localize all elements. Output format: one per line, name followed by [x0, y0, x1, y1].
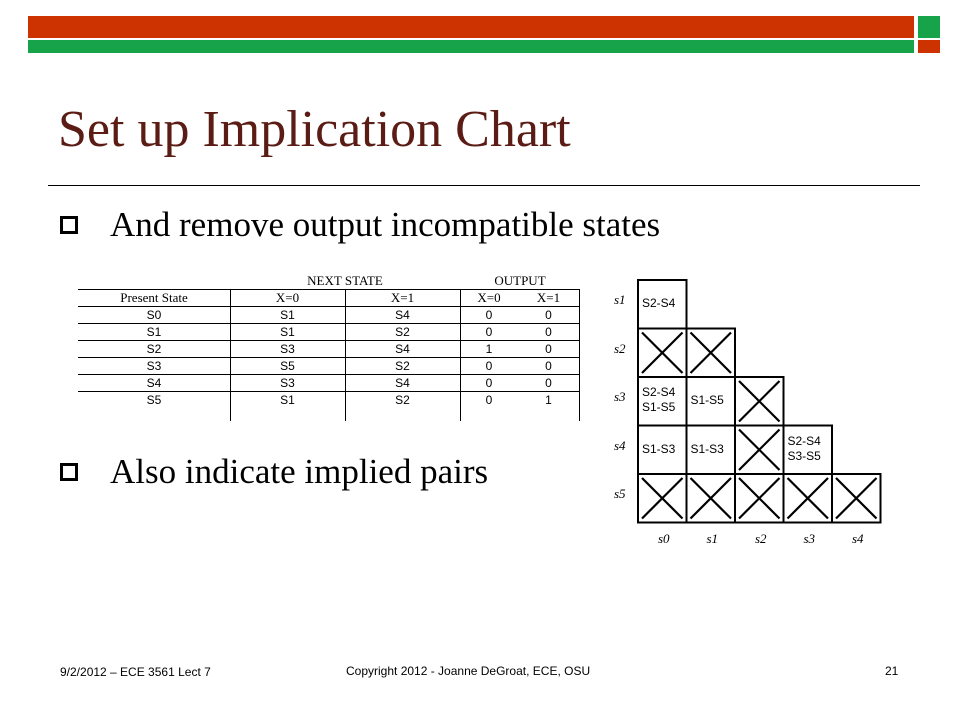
table-cell-state: S0: [146, 308, 162, 322]
header-bar-divider: [28, 53, 940, 54]
table-cell: S4: [395, 342, 410, 356]
table-cell-state: S1: [146, 325, 162, 339]
table-cell: S3: [280, 376, 295, 390]
page-number: 21: [885, 664, 899, 678]
table-cell: S1: [280, 308, 295, 322]
column-label: s4: [852, 530, 864, 546]
column-label: s3: [803, 530, 816, 546]
column-label: s2: [755, 530, 767, 546]
table-cell: S5: [280, 359, 295, 373]
implied-pair-text: S2-S4 S3-S5: [787, 433, 821, 463]
table-cell: 0: [545, 308, 552, 322]
bullet-item: [60, 452, 488, 492]
column-header: X=1: [390, 290, 415, 305]
bullet-item: [60, 205, 660, 245]
table-cell-state: S3: [146, 359, 162, 373]
table-cell: S3: [280, 342, 295, 356]
table-cell: S2: [395, 359, 410, 373]
implied-pair-text: S1-S3: [642, 441, 676, 456]
column-label: s0: [658, 530, 670, 546]
state-table: [78, 273, 580, 421]
column-header: Present State: [120, 290, 188, 305]
table-cell: S2: [395, 325, 410, 339]
footer-date-course: 9/2/2012 – ECE 3561 Lect 7: [60, 665, 211, 679]
table-cell: S2: [395, 393, 410, 407]
row-label: s4: [614, 437, 626, 453]
row-label: s5: [614, 486, 626, 501]
implied-pair-text: S2-S4: [642, 296, 676, 310]
implication-chart: [610, 278, 910, 553]
table-cell-state: S5: [146, 393, 162, 407]
row-label: s2: [614, 340, 626, 356]
group-header-output: OUTPUT: [494, 273, 546, 288]
table-cell: 0: [545, 359, 552, 373]
column-header: X=0: [477, 290, 501, 305]
table-cell: S1: [280, 393, 295, 407]
title-rule: [48, 185, 920, 186]
column-header: X=0: [275, 290, 300, 305]
table-cell: 0: [485, 376, 493, 390]
slide-title: Set up Implication Chart: [58, 101, 571, 158]
bullet-text: Also indicate implied pairs: [110, 452, 489, 491]
table-cell: 0: [545, 342, 552, 356]
implied-pair-text: S2-S4 S1-S5: [642, 385, 676, 414]
table-cell-state: S4: [146, 376, 162, 390]
header-square-red: [918, 40, 940, 53]
table-cell: 0: [485, 359, 493, 373]
header-bar-red: [28, 16, 914, 38]
implied-pair-text: S1-S5: [690, 393, 724, 407]
row-label: s3: [614, 389, 626, 404]
table-cell: 0: [545, 376, 552, 390]
table-cell: 0: [485, 325, 493, 339]
table-cell: S4: [395, 376, 410, 390]
table-col-rule: [579, 289, 580, 421]
table-cell: 0: [485, 393, 493, 407]
square-bullet-icon: [60, 463, 78, 481]
header-bar-green: [28, 40, 914, 53]
footer-copyright: Copyright 2012 - Joanne DeGroat, ECE, OSU: [346, 664, 591, 678]
table-cell-state: S2: [146, 342, 162, 356]
table-cell: S4: [395, 308, 410, 322]
implied-pair-text: S1-S3: [690, 441, 724, 456]
column-header: X=1: [536, 290, 561, 305]
bullet-text: And remove output incompatible states: [110, 205, 661, 244]
table-cell: 0: [485, 308, 493, 322]
table-cell: 0: [545, 325, 552, 339]
row-label: s1: [614, 292, 626, 307]
square-bullet-icon: [60, 216, 78, 234]
group-header-next-state: NEXT STATE: [307, 273, 383, 288]
table-cell: S1: [280, 325, 295, 339]
table-cell: 1: [485, 342, 493, 356]
column-label: s1: [706, 530, 719, 546]
table-cell: 1: [545, 393, 552, 407]
header-square-green: [918, 16, 940, 38]
